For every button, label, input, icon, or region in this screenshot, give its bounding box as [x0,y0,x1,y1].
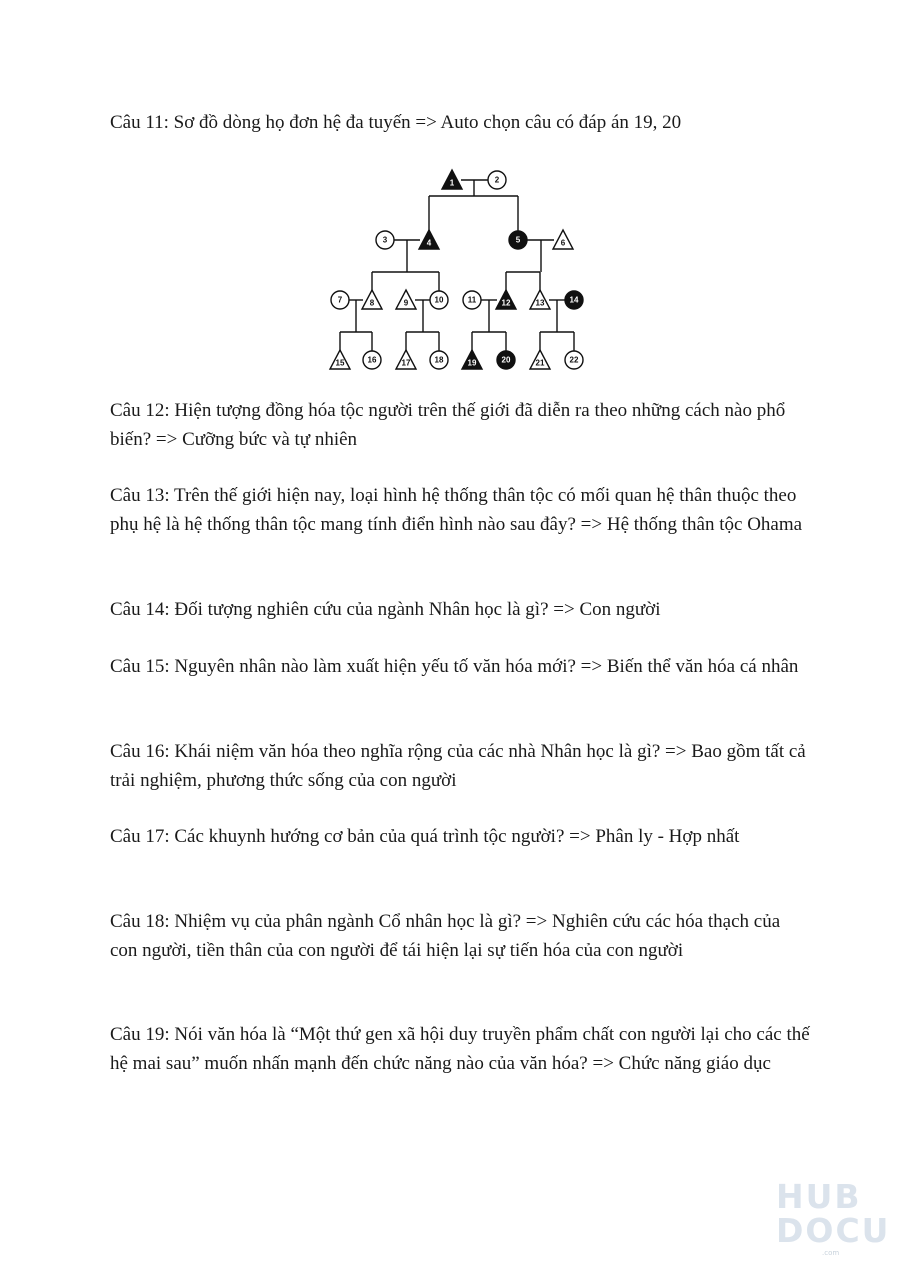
individual-number: 9 [403,298,409,308]
question-18: Câu 18: Nhiệm vụ của phân ngành Cổ nhân học là gì? => Nghiên cứu các hóa thạch của con người, tiền thân của con người để tái hiện lại sự tiến hóa của con người [110,911,781,961]
individual-number: 19 [467,358,477,368]
individual-number: 3 [382,235,388,245]
pedigree-individual-4 [419,230,439,249]
individual-number: 1 [449,178,455,188]
pedigree-individual-2 [488,171,506,189]
individual-number: 2 [494,175,500,185]
question-12: Câu 12: Hiện tượng đồng hóa tộc người trên thế giới đã diễn ra theo những cách nào phổ biến? => Cưỡng bức và tự nhiên [110,400,786,450]
question-15: Câu 15: Nguyên nhân nào làm xuất hiện yếu tố văn hóa mới? => Biến thể văn hóa cá nhân [110,656,799,677]
hubdocu-watermark-logo [776,1177,891,1260]
question-17: Câu 17: Các khuynh hướng cơ bản của quá trình tộc người? => Phân ly - Hợp nhất [110,826,740,847]
pedigree-individual-8 [362,290,382,309]
pedigree-individual-19 [462,350,482,369]
pedigree-individual-3 [376,231,394,249]
question-11: Câu 11: Sơ đồ dòng họ đơn hệ đa tuyến => Auto chọn câu có đáp án 19, 20 [110,112,682,133]
pedigree-individual-15 [330,350,350,369]
individual-number: 17 [401,358,411,368]
watermark-line-3: .com [822,1249,840,1257]
pedigree-individual-17 [396,350,416,369]
individual-number: 22 [569,355,579,365]
pedigree-individual-13 [530,290,550,309]
pedigree-individual-9 [396,290,416,309]
pedigree-individual-11 [463,291,481,309]
question-14: Câu 14: Đối tượng nghiên cứu của ngành Nhân học là gì? => Con người [110,599,661,620]
pedigree-individual-1 [442,170,462,189]
individual-number: 12 [501,298,511,308]
individual-number: 10 [434,295,444,305]
individual-number: 7 [337,295,343,305]
pedigree-individual-21 [530,350,550,369]
question-13: Câu 13: Trên thế giới hiện nay, loại hình hệ thống thân tộc có mối quan hệ thân thuộc theo phụ hệ là hệ thống thân tộc mang tính điển hình nào sau đây? => Hệ thống thân tộc Ohama [110,485,803,535]
individual-number: 13 [535,298,545,308]
individual-number: 11 [467,295,477,305]
pedigree-individual-22 [565,351,583,369]
pedigree-individual-18 [430,351,448,369]
individual-number: 18 [434,355,444,365]
individual-number: 4 [426,238,432,248]
individual-number: 21 [535,358,545,368]
watermark-line-2: DOCU [776,1211,891,1250]
pedigree-individual-7 [331,291,349,309]
watermark-line-1: HUB [776,1177,862,1216]
individual-number: 16 [367,355,377,365]
individual-number: 20 [501,355,511,365]
pedigree-individual-6 [553,230,573,249]
pedigree-individual-5 [509,231,527,249]
pedigree-individual-20 [497,351,515,369]
individual-number: 5 [515,235,521,245]
individual-number: 6 [560,238,566,248]
question-19: Câu 19: Nói văn hóa là “Một thứ gen xã hội duy truyền phẩm chất con người lại cho các thế hệ mai sau” muốn nhấn mạnh đến chức năng nào của văn hóa? => Chức năng giáo dục [110,1024,810,1074]
pedigree-individual-10 [430,291,448,309]
pedigree-individual-16 [363,351,381,369]
individual-number: 15 [335,358,345,368]
pedigree-individual-12 [496,290,516,309]
individual-number: 8 [369,298,375,308]
individual-number: 14 [569,295,579,305]
pedigree-individual-14 [565,291,583,309]
question-16: Câu 16: Khái niệm văn hóa theo nghĩa rộng của các nhà Nhân học là gì? => Bao gồm tất cả trải nghiệm, phương thức sống của con người [110,741,806,791]
pedigree-diagram [322,160,592,372]
